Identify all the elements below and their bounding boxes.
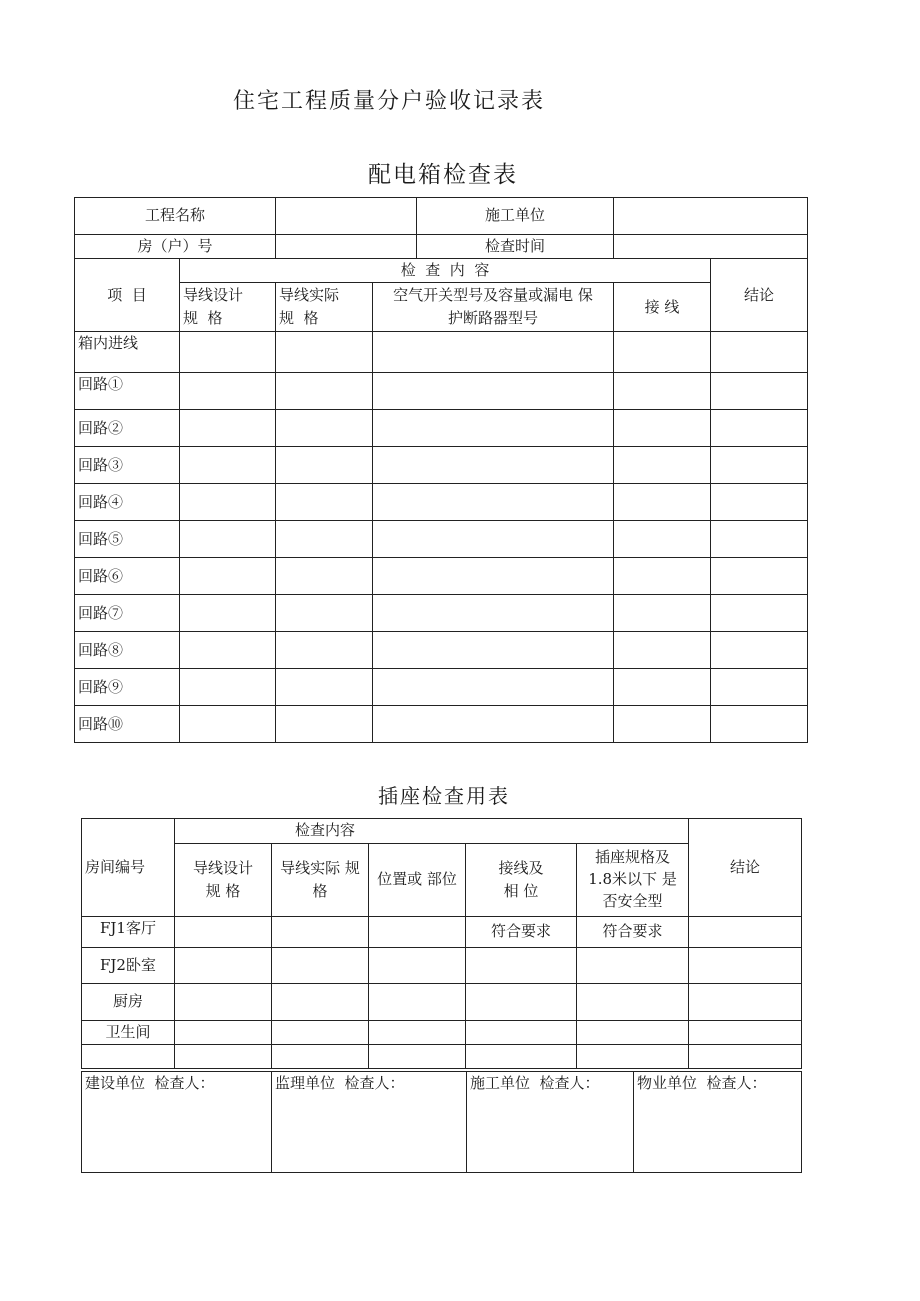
cell[interactable]	[272, 917, 369, 948]
cell[interactable]	[373, 558, 614, 595]
wiring-value[interactable]	[466, 948, 577, 984]
row-label: 回路⑤	[75, 521, 180, 558]
cell[interactable]	[614, 632, 711, 669]
cell[interactable]	[276, 332, 373, 373]
cell[interactable]	[614, 595, 711, 632]
cell[interactable]	[180, 332, 276, 373]
cell[interactable]	[373, 706, 614, 743]
cell[interactable]	[276, 669, 373, 706]
cell[interactable]	[276, 521, 373, 558]
room-header: 房间编号	[82, 819, 175, 917]
room-label: 厨房	[82, 984, 175, 1021]
cell[interactable]	[276, 632, 373, 669]
row-label: 回路⑧	[75, 632, 180, 669]
cell[interactable]	[180, 595, 276, 632]
row-label: 回路①	[75, 373, 180, 410]
cell[interactable]	[175, 948, 272, 984]
cell[interactable]	[614, 373, 711, 410]
cell[interactable]	[276, 484, 373, 521]
cell[interactable]	[369, 948, 466, 984]
project-name-label: 工程名称	[75, 198, 276, 235]
cell[interactable]	[711, 669, 808, 706]
wiring-value[interactable]	[466, 1045, 577, 1069]
cell[interactable]	[276, 373, 373, 410]
cell[interactable]	[373, 484, 614, 521]
cell[interactable]	[276, 410, 373, 447]
row-label: 回路④	[75, 484, 180, 521]
cell[interactable]	[711, 373, 808, 410]
cell[interactable]	[373, 332, 614, 373]
sig-supervisor[interactable]: 监理单位 检查人：	[272, 1072, 467, 1173]
cell[interactable]	[711, 484, 808, 521]
row-label: 回路⑦	[75, 595, 180, 632]
row-label: 回路⑩	[75, 706, 180, 743]
cell[interactable]	[175, 1045, 272, 1069]
inspect-time-value[interactable]	[614, 235, 808, 259]
cell[interactable]	[614, 410, 711, 447]
sig-owner[interactable]: 建设单位 检查人：	[82, 1072, 272, 1173]
room-label: FJ1客厅	[82, 917, 175, 948]
row-label: 回路③	[75, 447, 180, 484]
cell[interactable]	[689, 948, 802, 984]
socket-content-header: 检查内容	[175, 819, 689, 844]
cell[interactable]	[711, 521, 808, 558]
cell[interactable]	[614, 669, 711, 706]
cell[interactable]	[711, 595, 808, 632]
cell[interactable]	[276, 558, 373, 595]
project-name-value[interactable]	[276, 198, 417, 235]
cell[interactable]	[276, 447, 373, 484]
cell[interactable]	[711, 410, 808, 447]
cell[interactable]	[369, 984, 466, 1021]
cell[interactable]	[369, 917, 466, 948]
cell[interactable]	[711, 332, 808, 373]
room-label: FJ2卧室	[82, 948, 175, 984]
socket-actual-header: 导线实际 规 格	[272, 844, 369, 917]
socket-value[interactable]	[577, 1021, 689, 1045]
cell[interactable]	[180, 558, 276, 595]
distribution-box-table	[74, 197, 808, 259]
sig-property[interactable]: 物业单位 检查人：	[634, 1072, 802, 1173]
room-no-value[interactable]	[276, 235, 417, 259]
breaker-model-header: 空气开关型号及容量或漏电 保 护断路器型号	[373, 283, 614, 332]
cell[interactable]	[180, 632, 276, 669]
cell[interactable]	[272, 948, 369, 984]
cell[interactable]	[689, 917, 802, 948]
room-label: 卫生间	[82, 1021, 175, 1045]
cell[interactable]	[180, 447, 276, 484]
design-spec-header: 导线设计 规 格	[180, 283, 276, 332]
cell[interactable]	[180, 521, 276, 558]
cell[interactable]	[614, 706, 711, 743]
cell[interactable]	[276, 595, 373, 632]
socket-position-header: 位置或 部位	[369, 844, 466, 917]
cell[interactable]	[180, 410, 276, 447]
cell[interactable]	[175, 1021, 272, 1045]
cell[interactable]	[614, 332, 711, 373]
wiring-value[interactable]: 符合要求	[466, 917, 577, 948]
cell[interactable]	[369, 1021, 466, 1045]
wiring-header: 接 线	[614, 283, 711, 332]
item-header: 项 目	[75, 259, 180, 332]
signature-table	[81, 1071, 802, 1173]
socket-design-header: 导线设计 规 格	[175, 844, 272, 917]
cell[interactable]	[614, 558, 711, 595]
wiring-value[interactable]	[466, 984, 577, 1021]
cell[interactable]	[711, 447, 808, 484]
cell[interactable]	[272, 984, 369, 1021]
socket-value[interactable]: 符合要求	[577, 917, 689, 948]
distribution-box-table-title: 配电箱检查表	[368, 162, 518, 188]
cell[interactable]	[711, 706, 808, 743]
room-label	[82, 1045, 175, 1069]
socket-conclusion-header: 结论	[689, 819, 802, 917]
cell[interactable]	[373, 410, 614, 447]
row-label: 回路⑨	[75, 669, 180, 706]
socket-value[interactable]	[577, 948, 689, 984]
room-no-label: 房（户）号	[75, 235, 276, 259]
cell[interactable]	[373, 521, 614, 558]
cell[interactable]	[614, 484, 711, 521]
socket-value[interactable]	[577, 984, 689, 1021]
socket-wiring-header: 接线及 相 位	[466, 844, 577, 917]
cell[interactable]	[175, 984, 272, 1021]
row-label: 回路⑥	[75, 558, 180, 595]
cell[interactable]	[614, 521, 711, 558]
contractor-value[interactable]	[614, 198, 808, 235]
socket-table-title: 插座检查用表	[378, 784, 510, 808]
cell[interactable]	[272, 1045, 369, 1069]
cell[interactable]	[689, 1021, 802, 1045]
sig-contractor[interactable]: 施工单位 检查人：	[467, 1072, 634, 1173]
socket-value[interactable]	[577, 1045, 689, 1069]
socket-table	[81, 818, 802, 1069]
cell[interactable]	[373, 595, 614, 632]
cell[interactable]	[711, 558, 808, 595]
wiring-value[interactable]	[466, 1021, 577, 1045]
cell[interactable]	[180, 669, 276, 706]
socket-spec-header: 插座规格及 1.8米以下 是 否安全型	[577, 844, 689, 917]
cell[interactable]	[373, 632, 614, 669]
cell[interactable]	[711, 632, 808, 669]
cell[interactable]	[180, 706, 276, 743]
cell[interactable]	[276, 706, 373, 743]
cell[interactable]	[614, 447, 711, 484]
cell[interactable]	[272, 1021, 369, 1045]
cell[interactable]	[180, 373, 276, 410]
actual-spec-header: 导线实际 规 格	[276, 283, 373, 332]
cell[interactable]	[180, 484, 276, 521]
cell[interactable]	[373, 373, 614, 410]
contractor-label: 施工单位	[417, 198, 614, 235]
row-label: 回路②	[75, 410, 180, 447]
cell[interactable]	[373, 447, 614, 484]
cell[interactable]	[373, 669, 614, 706]
row-label: 箱内进线	[75, 332, 180, 373]
cell[interactable]	[369, 1045, 466, 1069]
cell[interactable]	[689, 984, 802, 1021]
content-header: 检 查 内 容	[180, 259, 711, 283]
conclusion-header: 结论	[711, 259, 808, 332]
inspect-time-label: 检查时间	[417, 235, 614, 259]
cell[interactable]	[175, 917, 272, 948]
cell[interactable]	[689, 1045, 802, 1069]
page-title: 住宅工程质量分户验收记录表	[233, 89, 546, 114]
distribution-box-detail-table	[74, 258, 808, 743]
